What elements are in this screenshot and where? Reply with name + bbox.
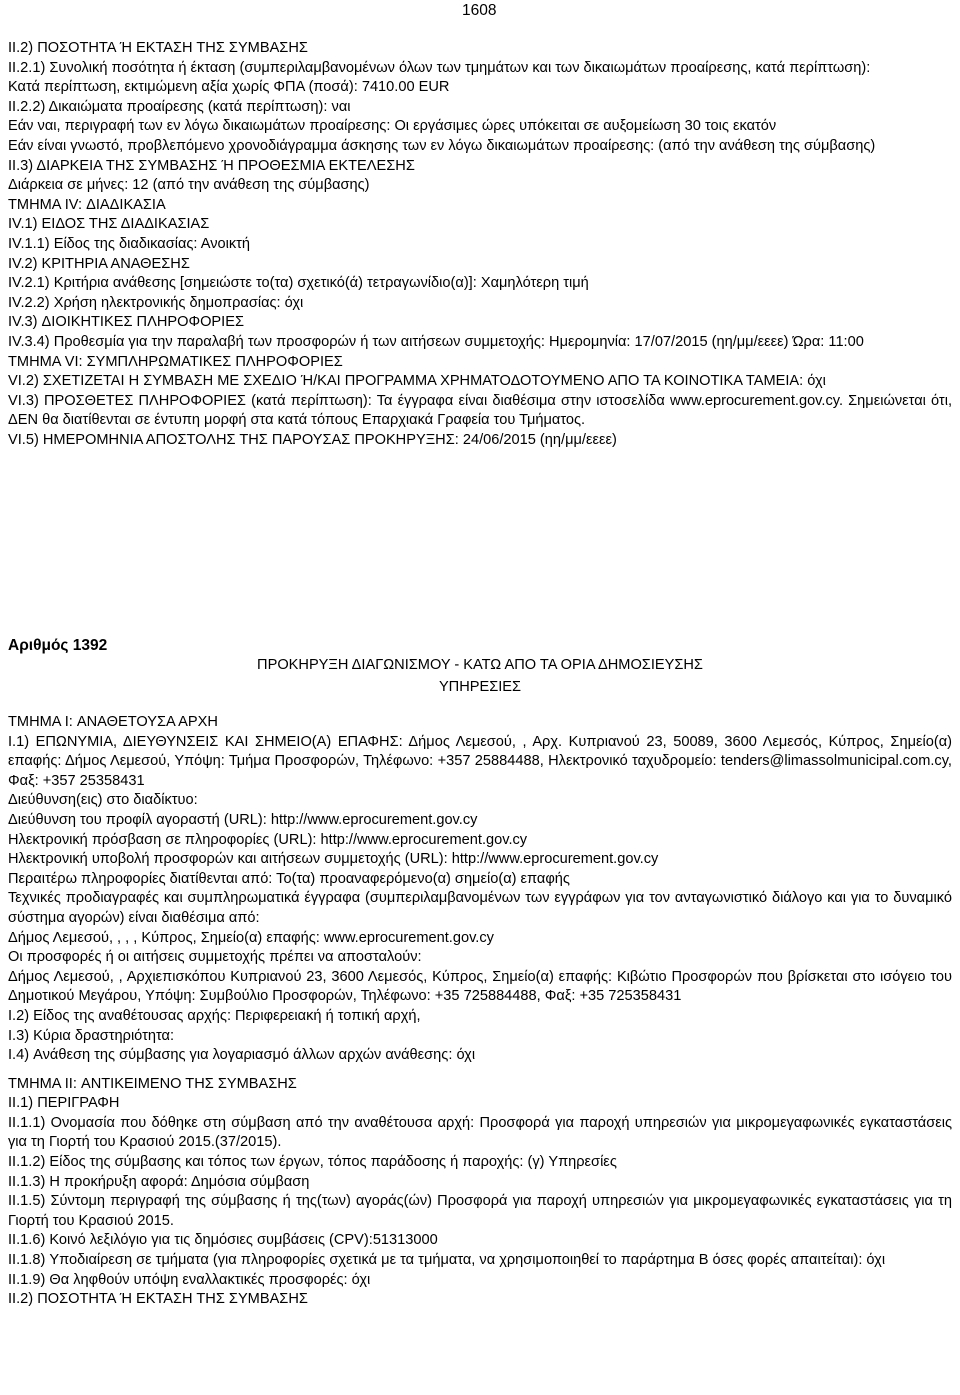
section-heading: ΤΜΗΜΑ II: ΑΝΤΙΚΕΙΜΕΝΟ ΤΗΣ ΣΥΜΒΑΣΗΣ: [8, 1075, 297, 1092]
paragraph: Ηλεκτρονική πρόσβαση σε πληροφορίες (URL): http://www.eprocurement.gov.cy: [8, 831, 528, 848]
notice-title-line-2: ΥΠΗΡΕΣΙΕΣ: [438, 679, 522, 695]
paragraph: VI.2) ΣΧΕΤΙΖΕΤΑΙ Η ΣΥΜΒΑΣΗ ΜΕ ΣΧΕΔΙΟ Ή/ΚΑΙ ΠΡΟΓΡΑΜΜΑ ΧΡΗΜΑΤΟΔΟΤΟΥΜΕΝΟ ΑΠΟ ΤΑ ΚΟΙΝΟΤΙΚΑ ΤΑΜΕΙΑ: όχι: [8, 373, 826, 390]
paragraph: II.1.5) Σύντομη περιγραφή της σύμβασης ή της(των) αγοράς(ών) Προσφορά για παροχή υπηρεσιών για μικρομεγαφωνικές εγκαταστάσεις για τη Γιορτή του Κρασιού 2015.: [8, 1193, 952, 1229]
paragraph: Διεύθυνση του προφίλ αγοραστή (URL): http://www.eprocurement.gov.cy: [8, 811, 478, 828]
paragraph: VI.5) ΗΜΕΡΟΜΗΝΙΑ ΑΠΟΣΤΟΛΗΣ ΤΗΣ ΠΑΡΟΥΣΑΣ ΠΡΟΚΗΡΥΞΗΣ: 24/06/2015 (ηη/μμ/εεεε): [8, 431, 617, 448]
paragraph: IV.1) ΕΙΔΟΣ ΤΗΣ ΔΙΑΔΙΚΑΣΙΑΣ: [8, 216, 210, 233]
paragraph: Εάν είναι γνωστό, προβλεπόμενο χρονοδιάγραμμα άσκησης των εν λόγω δικαιωμάτων προαίρεσης: (από την ανάθεση της σύμβασης): [8, 137, 876, 154]
paragraph: Τεχνικές προδιαγραφές και συμπληρωματικά έγγραφα (συμπεριλαμβανομένων των εγγράφων για τον ανταγωνιστικό διάλογο και για το δυναμικό σύστημα αγορών) είναι διαθέσιμα από:: [8, 890, 952, 926]
paragraph: ΙΙ.2.2) Δικαιώματα προαίρεσης (κατά περίπτωση): ναι: [8, 98, 351, 115]
contract-details-section: [8, 39, 952, 450]
paragraph: I.4) Ανάθεση της σύμβασης για λογαριασμό άλλων αρχών ανάθεσης: όχι: [8, 1047, 476, 1064]
notice-number: Αριθμός 1392: [8, 637, 108, 654]
paragraph: Διάρκεια σε μήνες: 12 (από την ανάθεση της σύμβασης): [8, 177, 370, 194]
paragraph: I.3) Κύρια δραστηριότητα:: [8, 1027, 175, 1044]
paragraph: Εάν ναι, περιγραφή των εν λόγω δικαιωμάτων προαίρεσης: Οι εργάσιμες ώρες υπόκειται σε αυξομείωση 30 τοις εκατόν: [8, 118, 777, 135]
section-heading: ΤΜΗΜΑ VI: ΣΥΜΠΛΗΡΩΜΑΤΙΚΕΣ ΠΛΗΡΟΦΟΡΙΕΣ: [8, 353, 343, 370]
paragraph: IV.2.2) Χρήση ηλεκτρονικής δημοπρασίας: όχι: [8, 294, 304, 311]
notice-title-line-1: ΠΡΟΚΗΡΥΞΗ ΔΙΑΓΩΝΙΣΜΟΥ - ΚΑΤΩ ΑΠΟ ΤΑ ΟΡΙΑ ΔΗΜΟΣΙΕΥΣΗΣ: [257, 657, 703, 673]
paragraph: Κατά περίπτωση, εκτιμώμενη αξία χωρίς ΦΠΑ (ποσά): 7410.00 EUR: [8, 79, 450, 96]
paragraph: II.1.6) Κοινό λεξιλόγιο για τις δημόσιες συμβάσεις (CPV):51313000: [8, 1232, 438, 1249]
paragraph: II.1.8) Υποδιαίρεση σε τμήματα (για πληροφορίες σχετικά με τα τμήματα, να χρησιμοποιηθεί το παράρτημα Β όσες φορές απαιτείται): όχι: [8, 1252, 886, 1269]
paragraph: IV.1.1) Είδος της διαδικασίας: Ανοικτή: [8, 235, 251, 252]
paragraph: I.2) Είδος της αναθέτουσας αρχής: Περιφερειακή ή τοπική αρχή,: [8, 1007, 421, 1024]
paragraph: II.1.9) Θα ληφθούν υπόψη εναλλακτικές προσφορές: όχι: [8, 1271, 371, 1288]
paragraph: II.1.1) Ονομασία που δόθηκε στη σύμβαση από την αναθέτουσα αρχή: Προσφορά για παροχή υπηρεσιών για μικρομεγαφωνικές εγκαταστάσεις για τη Γιορτή του Κρασιού 2015.(37/2015).: [8, 1114, 952, 1151]
paragraph: II.2) ΠΟΣΟΤΗΤΑ Ή ΕΚΤΑΣΗ ΤΗΣ ΣΥΜΒΑΣΗΣ: [8, 1291, 308, 1308]
paragraph: ΙΙ.2) ΠΟΣΟΤΗΤΑ Ή ΕΚΤΑΣΗ ΤΗΣ ΣΥΜΒΑΣΗΣ: [8, 40, 308, 56]
paragraph: Ηλεκτρονική υποβολή προσφορών και αιτήσεων συμμετοχής (URL): http://www.eprocurement.gov.cy: [8, 851, 659, 868]
paragraph: II.1.3) Η προκήρυξη αφορά: Δημόσια σύμβαση: [8, 1173, 310, 1190]
paragraph: Δήμος Λεμεσού, , , , Κύπρος, Σημείο(α) επαφής: www.eprocurement.gov.cy: [8, 929, 494, 946]
section-heading: ΤΜΗΜΑ IV: ΔΙΑΔΙΚΑΣΙΑ: [8, 196, 166, 213]
paragraph: VI.3) ΠΡΟΣΘΕΤΕΣ ΠΛΗΡΟΦΟΡΙΕΣ (κατά περίπτωση): Τα έγγραφα είναι διαθέσιμα στην ιστοσελίδα www.eprocurement.gov.cy. Σημειώνεται ότι, ΔΕΝ θα διατίθενται σε έντυπη μορφή στα κατά τόπους Επαρχιακά Γραφεία του Τμήματος.: [8, 392, 952, 429]
paragraph: IV.3.4) Προθεσμία για την παραλαβή των προσφορών ή των αιτήσεων συμμετοχής: Ημερομηνία: 17/07/2015 (ηη/μμ/εεεε) Ώρα: 11:00: [8, 333, 864, 350]
paragraph: IV.2.1) Κριτήρια ανάθεσης [σημειώστε το(τα) σχετικό(ά) τετραγωνίδιο(α)]: Χαμηλότερη τιμή: [8, 275, 589, 292]
paragraph: Περαιτέρω πληροφορίες διατίθενται από: Το(τα) προαναφερόμενο(α) σημείο(α) επαφής: [8, 870, 570, 887]
paragraph: IV.3) ΔΙΟΙΚΗΤΙΚΕΣ ΠΛΗΡΟΦΟΡΙΕΣ: [8, 314, 244, 331]
paragraph: Δήμος Λεμεσού, , Αρχιεπισκόπου Κυπριανού 23, 3600 Λεμεσός, Κύπρος, Σημείο(α) επαφής: Κιβώτιο Προσφορών που βρίσκεται στο ισόγειο του Δημοτικού Μεγάρου, Υπόψη: Συμβούλιο Προσφορών, Τηλέφωνο: +35 725884488, Φαξ: +35 725358431: [8, 968, 952, 1005]
paragraph: IV.2) ΚΡΙΤΗΡΙΑ ΑΝΑΘΕΣΗΣ: [8, 255, 190, 272]
notice-body-section: [8, 713, 952, 1310]
section-heading: ΤΜΗΜΑ I: ΑΝΑΘΕΤΟΥΣΑ ΑΡΧΗ: [8, 714, 218, 730]
paragraph: II.1) ΠΕΡΙΓΡΑΦΗ: [8, 1095, 120, 1112]
paragraph: ΙΙ.2.1) Συνολική ποσότητα ή έκταση (συμπεριλαμβανομένων όλων των τμημάτων και των δικαιωμάτων προαίρεσης, κατά περίπτωση):: [8, 59, 871, 76]
paragraph: II.1.2) Είδος της σύμβασης και τόπος των έργων, τόπος παράδοσης ή παροχής: (γ) Υπηρεσίες: [8, 1154, 617, 1171]
paragraph: ΙΙ.3) ΔΙΑΡΚΕΙΑ ΤΗΣ ΣΥΜΒΑΣΗΣ Ή ΠΡΟΘΕΣΜΙΑ ΕΚΤΕΛΕΣΗΣ: [8, 157, 415, 174]
paragraph: Διεύθυνση(εις) στο διαδίκτυο:: [8, 792, 198, 809]
paragraph: I.1) ΕΠΩΝΥΜΙΑ, ΔΙΕΥΘΥΝΣΕΙΣ ΚΑΙ ΣΗΜΕΙΟ(Α) ΕΠΑΦΗΣ: Δήμος Λεμεσού, , Αρχ. Κυπριανού 23, 50089, 3600 Λεμεσός, Κύπρος, Σημείο(α) επαφής: Δήμος Λεμεσού, Υπόψη: Τμήμα Προσφορών, Τηλέφωνο: +357 25884488, Ηλεκτρονικό ταχυδρομείο: tenders@limassolmunicipal.com.cy, Φαξ: +357 25358431: [8, 733, 952, 789]
paragraph: Οι προσφορές ή οι αιτήσεις συμμετοχής πρέπει να αποσταλούν:: [8, 949, 422, 966]
page-number: 1608: [462, 2, 497, 19]
